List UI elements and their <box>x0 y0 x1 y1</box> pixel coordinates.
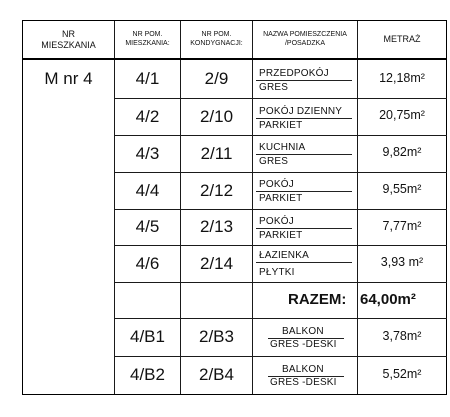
balcony-floor-number: 2/B3 <box>199 327 234 346</box>
room-flooring: GRES <box>259 156 289 167</box>
room-floor-number: 2/11 <box>200 143 233 163</box>
name-underline <box>256 191 352 192</box>
room-area: 7,77m² <box>382 219 422 233</box>
name-underline <box>256 154 352 155</box>
room-floor-number: 2/13 <box>199 217 234 236</box>
table-border-right <box>446 20 447 395</box>
room-floor-number: 2/10 <box>199 106 234 126</box>
balcony-name: BALKON <box>282 364 324 375</box>
room-flooring: PŁYTKI <box>259 267 295 278</box>
room-area: 12,18m² <box>379 71 425 85</box>
balcony-area: 3,78m² <box>382 329 422 343</box>
room-number: 4/3 <box>135 143 160 163</box>
balcony-flooring: GRES -DESKI <box>270 377 337 388</box>
header-nazwa-pomieszczenia: NAZWA POMIESZCZENIA /POSADZKA <box>263 31 347 47</box>
name-underline <box>256 118 352 119</box>
room-flooring: PARKIET <box>259 120 303 131</box>
balcony-number: 4/B1 <box>130 327 165 346</box>
room-flooring: GRES <box>259 82 289 93</box>
room-name: POKÓJ DZIENNY <box>259 106 343 117</box>
room-number: 4/2 <box>135 106 160 126</box>
room-flooring: PARKIET <box>259 230 303 241</box>
room-flooring: PARKIET <box>259 193 303 204</box>
room-name: PRZEDPOKÓJ <box>259 68 329 79</box>
room-name-cell <box>254 245 356 282</box>
room-floor-number: 2/14 <box>199 253 234 273</box>
balcony-name: BALKON <box>282 326 324 337</box>
room-area: 9,55m² <box>382 182 422 196</box>
balcony-area: 5,52m² <box>382 367 422 381</box>
name-underline <box>256 262 352 263</box>
room-area: 3,93 m² <box>380 255 424 269</box>
row-divider <box>114 282 447 283</box>
balcony-number: 4/B2 <box>130 365 165 384</box>
room-name: KUCHNIA <box>259 142 306 153</box>
room-name-cell <box>254 135 356 172</box>
total-value: 64,00m² <box>360 291 416 308</box>
room-floor-number: 2/12 <box>199 180 234 200</box>
room-name-cell <box>254 209 356 245</box>
name-underline <box>256 228 352 229</box>
room-number: 4/4 <box>135 180 160 200</box>
header-nr-mieszkania: NR MIESZKANIA <box>41 29 96 50</box>
total-label: RAZEM: <box>288 291 347 308</box>
apartment-label: M nr 4 <box>44 69 93 88</box>
header-nr-pom-kondygnacji: NR POM. KONDYGNACJI: <box>190 31 243 47</box>
column-divider <box>252 20 253 395</box>
header-metraz: METRAŻ <box>383 34 421 45</box>
room-floor-number: 2/9 <box>204 69 229 88</box>
room-name-cell <box>254 98 356 135</box>
balcony-flooring: GRES -DESKI <box>270 339 337 350</box>
room-number: 4/5 <box>135 217 160 236</box>
balcony-name-cell <box>254 356 356 394</box>
balcony-floor-number: 2/B4 <box>199 365 234 384</box>
table-border-bottom <box>22 394 447 395</box>
room-name-cell <box>254 172 356 209</box>
room-area: 9,82m² <box>382 145 422 159</box>
room-number: 4/6 <box>135 253 160 273</box>
room-number: 4/1 <box>135 69 160 88</box>
room-name: ŁAZIENKA <box>259 250 309 261</box>
room-name: POKÓJ <box>259 216 294 227</box>
room-name: POKÓJ <box>259 179 294 190</box>
balcony-name-cell <box>254 318 356 356</box>
room-area: 20,75m² <box>379 108 425 122</box>
header-nr-pom-mieszkania: NR POM. MIESZKANIA: <box>125 31 170 47</box>
room-name-cell <box>254 60 356 98</box>
name-underline <box>256 80 352 81</box>
